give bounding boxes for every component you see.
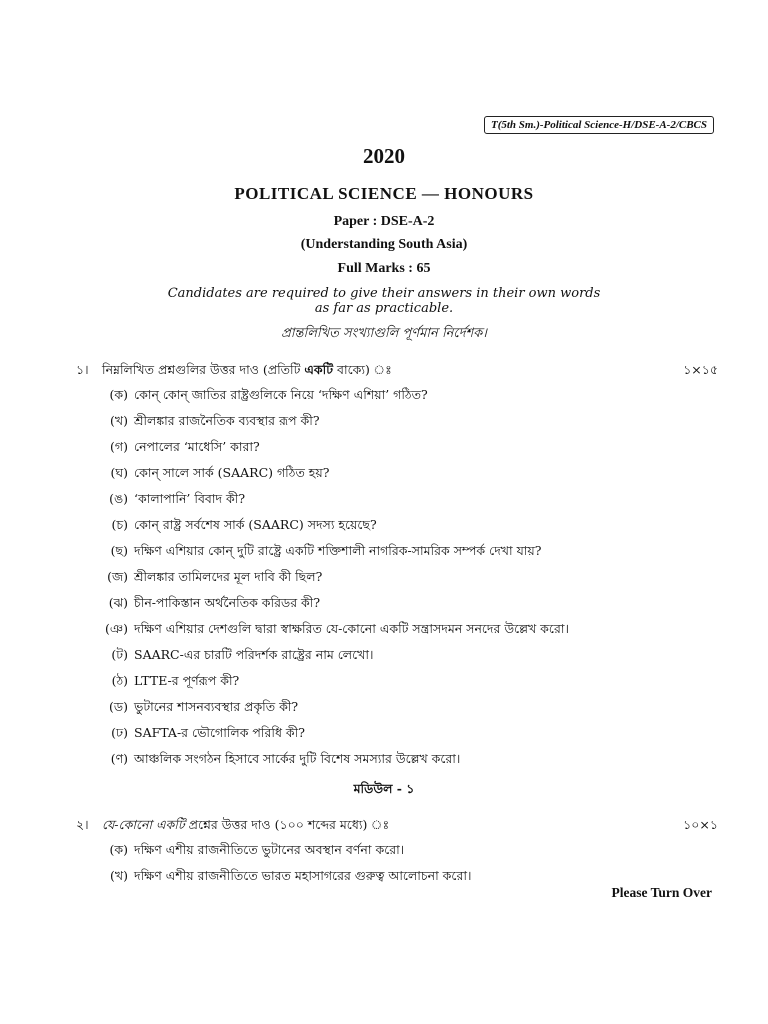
- paper-code-box: T(5th Sm.)-Political Science-H/DSE-A-2/CBCS: [484, 116, 714, 134]
- question-text: নিম্নলিখিত প্রশ্নগুলির উত্তর দাও (প্রতিটি: [102, 362, 305, 377]
- item-text: শ্রীলঙ্কার তামিলদের মূল দাবি কী ছিল?: [134, 569, 323, 584]
- item-label: (ঠ): [111, 673, 128, 688]
- item-text: দক্ষিণ এশীয় রাজনীতিতে ভারত মহাসাগরের গুরুত্ব আলোচনা করো।: [134, 868, 472, 883]
- item-label: (ঙ): [109, 491, 128, 506]
- list-item: [98, 568, 569, 594]
- list-item: [98, 412, 569, 438]
- item-text: SAARC-এর চারটি পরিদর্শক রাষ্ট্রের নাম লেখো।: [134, 647, 374, 662]
- item-text: আঞ্চলিক সংগঠন হিসাবে সার্কের দুটি বিশেষ সমস্যার উল্লেখ করো।: [134, 751, 461, 766]
- list-item: [98, 438, 569, 464]
- item-label: (গ): [110, 439, 128, 454]
- list-item: [98, 620, 569, 646]
- full-marks: Full Marks : 65: [337, 261, 431, 276]
- item-label: (ড): [109, 699, 128, 714]
- list-item: [98, 464, 569, 490]
- exam-year: 2020: [363, 144, 405, 168]
- question-1-heading: [76, 362, 718, 382]
- question-2-heading: [76, 817, 718, 837]
- please-turn-over: Please Turn Over: [611, 885, 712, 900]
- item-text: ‘কালাপানি’ বিবাদ কী?: [134, 491, 246, 506]
- question-text-bold: একটি: [304, 362, 334, 377]
- item-label: (ঢ): [111, 725, 128, 740]
- item-text: শ্রীলঙ্কার রাজনৈতিক ব্যবস্থার রূপ কী?: [134, 413, 320, 428]
- item-text: SAFTA-র ভৌগোলিক পরিধি কী?: [134, 725, 305, 740]
- list-item: [98, 490, 569, 516]
- item-text: LTTE-র পূর্ণরূপ কী?: [134, 673, 240, 688]
- question-marks: ১০×১: [683, 817, 718, 832]
- item-text: দক্ষিণ এশিয়ার কোন্ দুটি রাষ্ট্রে একটি শক্তিশালী নাগরিক-সামরিক সম্পর্ক দেখা যায়?: [134, 543, 542, 558]
- item-text: নেপালের ‘মাধেসি’ কারা?: [134, 439, 260, 454]
- item-text: দক্ষিণ এশীয় রাজনীতিতে ভুটানের অবস্থান বর্ণনা করো।: [134, 842, 405, 857]
- item-label: (ঝ): [108, 595, 128, 610]
- question-marks: ১×১৫: [683, 362, 718, 377]
- question-text-end: বাক্যে) ঃ: [333, 362, 392, 377]
- item-label: (খ): [110, 413, 128, 428]
- question-text: প্রশ্নের উত্তর দাও (১০০ শব্দের মধ্যে) ঃ: [184, 817, 390, 832]
- list-item: [98, 698, 569, 724]
- item-text: ভুটানের শাসনব্যবস্থার প্রকৃতি কী?: [134, 699, 299, 714]
- item-label: (ট): [111, 647, 128, 662]
- item-label: (ক): [109, 842, 128, 857]
- list-item: [98, 841, 471, 867]
- item-label: (চ): [111, 517, 128, 532]
- item-text: দক্ষিণ এশিয়ার দেশগুলি দ্বারা স্বাক্ষরিত যে-কোনো একটি সন্ত্রাসদমন সনদের উল্লেখ করো।: [134, 621, 569, 636]
- instruction: [0, 286, 768, 316]
- list-item: [98, 867, 471, 893]
- instruction-line-2: as far as practicable.: [314, 301, 454, 316]
- module-title: মডিউল - ১: [353, 781, 415, 796]
- item-text: কোন্ সালে সার্ক (SAARC) গঠিত হয়?: [134, 465, 330, 480]
- item-label: (ঘ): [110, 465, 128, 480]
- item-label: (ণ): [110, 751, 128, 766]
- paper-label: Paper : DSE-A-2: [333, 214, 435, 229]
- list-item: [98, 646, 569, 672]
- item-text: কোন্ রাষ্ট্র সর্বশেষ সার্ক (SAARC) সদস্য হয়েছে?: [134, 517, 377, 532]
- instruction-line-1: Candidates are required to give their answers in their own words: [167, 286, 601, 301]
- question-number: ১।: [76, 362, 89, 377]
- list-item: [98, 516, 569, 542]
- item-label: (জ): [107, 569, 128, 584]
- question-number: ২।: [76, 817, 89, 832]
- item-text: কোন্ কোন্ জাতির রাষ্ট্রগুলিকে নিয়ে ‘দক্ষিণ এশিয়া’ গঠিত?: [134, 387, 428, 402]
- list-item: [98, 724, 569, 750]
- item-label: (ঞ): [105, 621, 128, 636]
- list-item: [98, 594, 569, 620]
- item-label: (খ): [110, 868, 128, 883]
- question-text-italic: যে-কোনো একটি: [102, 817, 185, 832]
- margin-note: প্রান্তলিখিত সংখ্যাগুলি পূর্ণমান নির্দেশক।: [281, 326, 487, 341]
- list-item: [98, 750, 569, 776]
- question-1-items: [98, 386, 569, 776]
- question-2-items: [98, 841, 471, 893]
- subject-title: POLITICAL SCIENCE — HONOURS: [234, 184, 534, 203]
- list-item: [98, 542, 569, 568]
- list-item: [98, 386, 569, 412]
- list-item: [98, 672, 569, 698]
- item-text: চীন-পাকিস্তান অর্থনৈতিক করিডর কী?: [134, 595, 321, 610]
- item-label: (ক): [109, 387, 128, 402]
- item-label: (ছ): [110, 543, 128, 558]
- course-title: (Understanding South Asia): [300, 237, 468, 252]
